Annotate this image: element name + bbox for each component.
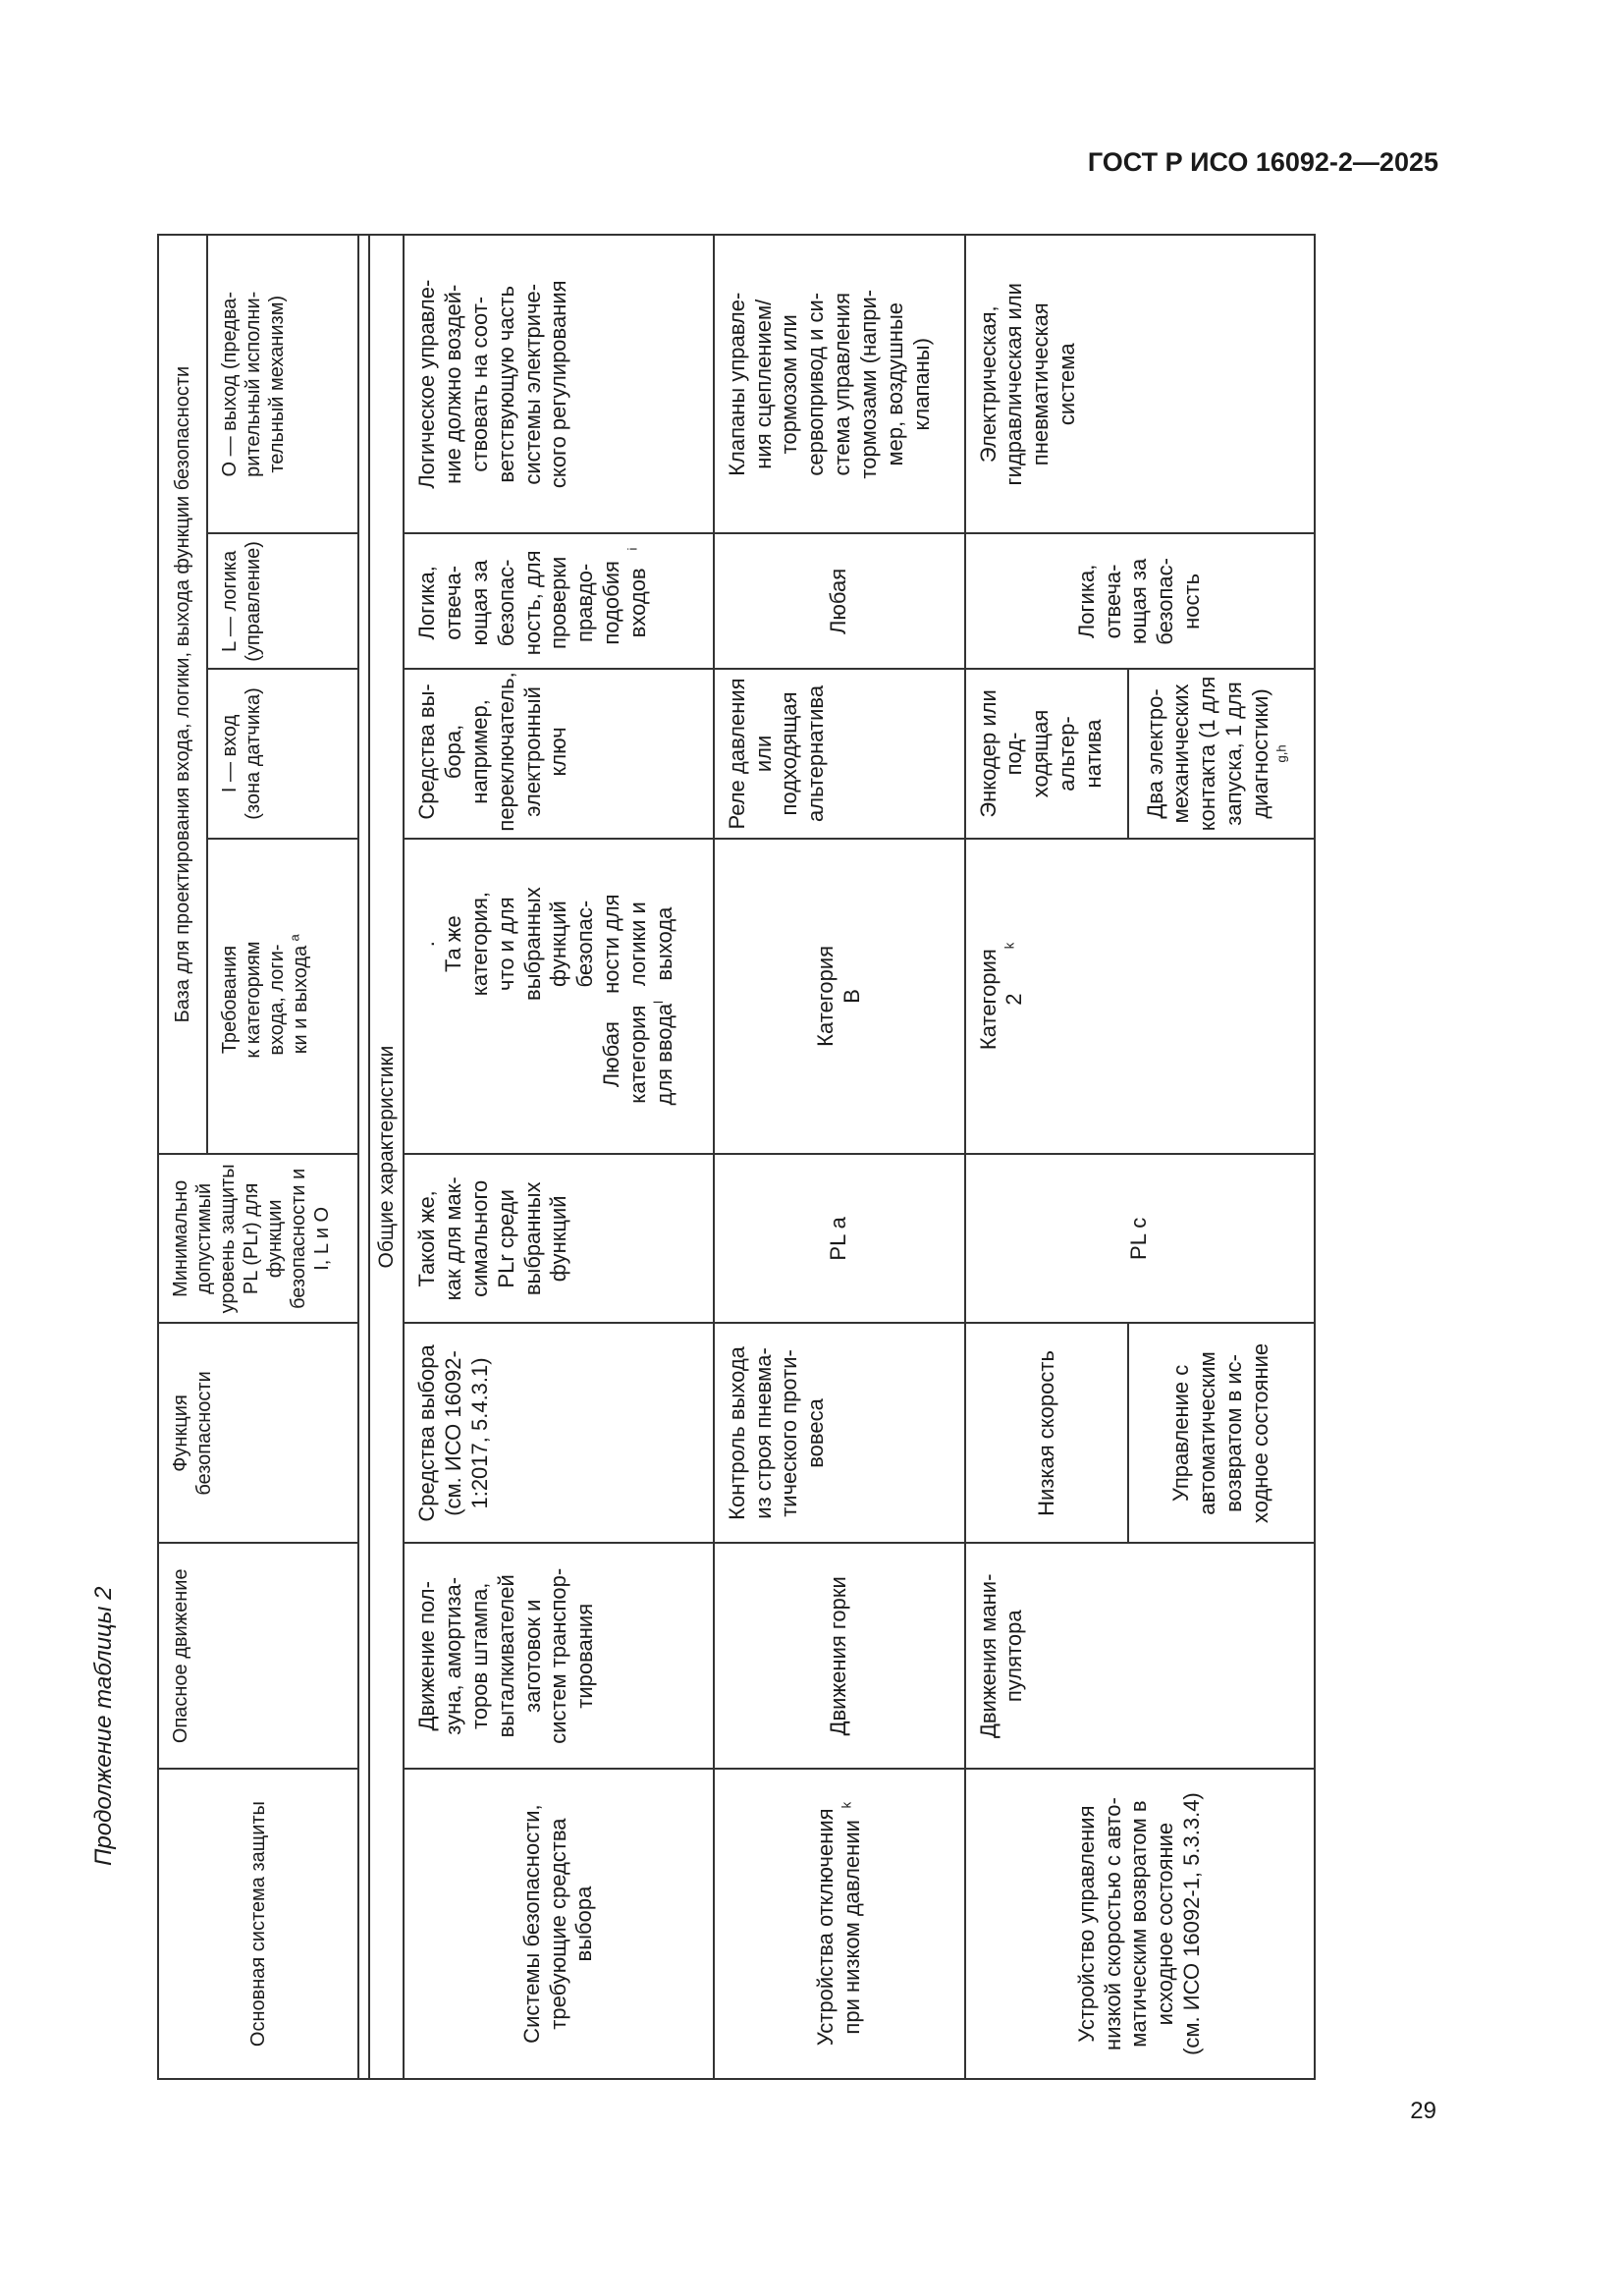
cell-movement: Движения горки: [714, 1543, 965, 1769]
col-header-system: Основная система защиты: [158, 1769, 358, 2079]
col-header-logic: L — логика (управление): [207, 533, 359, 669]
table-row: [714, 235, 965, 2079]
safety-functions-table: [157, 234, 1316, 2080]
header-row-1: [158, 235, 207, 2079]
rotated-table-container: [157, 234, 1316, 2080]
spacer-cell: [358, 235, 369, 2079]
cell-movement: Движение пол- зуна, амортиза- торов штампа, выталкивателей заготовок и систем транспор- тирования: [404, 1543, 713, 1769]
cell-input: Реле давления или подходящая альтернатива: [714, 669, 965, 838]
cell-function: Средства выбора (см. ИСО 16092- 1:2017, 5.4.3.1): [404, 1323, 713, 1543]
col-header-movement: Опасное движение: [158, 1543, 358, 1769]
cell-output: Электрическая, гидравлическая или пневматическая система: [965, 235, 1315, 533]
cell-function-low-speed: Низкая скорость: [965, 1323, 1129, 1543]
cell-system: Устройства отключения при низком давлении$^k$: [714, 1769, 965, 2079]
cell-pl: PL c: [965, 1154, 1315, 1323]
cell-output: Клапаны управле- ния сцеплением/ тормозом или сервопривод и си- стема управления тормозами (напри- мер, воздушные клапаны): [714, 235, 965, 533]
cell-input-contacts: Два электро- механических контакта (1 для запуска, 1 для диагностики) $^{g,h}$: [1128, 669, 1315, 838]
cell-function: Контроль выхода из строя пневма- тического проти- вовеса: [714, 1323, 965, 1543]
table-caption: Продолжение таблицы 2: [90, 1586, 117, 1866]
cell-logic: Логика, отвеча- ющая за безопас- ность, для проверки правдо- подобия входов$^i$: [404, 533, 713, 669]
cell-output: Логическое управле- ние должно воздей- ствовать на соот- ветствующую часть системы электриче- ского регулирования: [404, 235, 713, 533]
cell-system: Системы безопасности, требующие средства выбора: [404, 1769, 713, 2079]
general-characteristics-row: [369, 235, 404, 2079]
general-characteristics-cell: Общие характеристики: [369, 235, 404, 2079]
cell-categories: Любая категория для ввода$^l$. Та же категория, что и для выбранных функций безопас- ности для логики и выхода: [404, 839, 713, 1155]
col-header-basis: База для проектирования входа, логики, выхода функции безопасности: [158, 235, 207, 1154]
cell-categories: Категория 2$^k$: [965, 839, 1315, 1155]
col-header-input: I — вход (зона датчика): [207, 669, 359, 838]
cell-pl: PL a: [714, 1154, 965, 1323]
cell-logic: Любая: [714, 533, 965, 669]
cell-movement: Движения мани- пулятора: [965, 1543, 1315, 1769]
col-header-pl: Минимально допустимый уровень защиты PL (PLr) для функции безопасности и I, L и O: [158, 1154, 358, 1323]
cell-logic: Логика, отвеча- ющая за безопас- ность: [965, 533, 1315, 669]
document-header: ГОСТ Р ИСО 16092-2—2025: [1087, 147, 1438, 177]
cell-categories: Категория B: [714, 839, 965, 1155]
col-header-function: Функция безопасности: [158, 1323, 358, 1543]
cell-input: Средства вы- бора, например, переключатель, электронный ключ: [404, 669, 713, 838]
table-holder: [157, 234, 1316, 2080]
table-row: [965, 235, 1129, 2079]
spacer-row: [358, 235, 369, 2079]
col-header-categories: Требования к категориям входа, логи- ки и выхода$^a$: [207, 839, 359, 1155]
cell-pl: Такой же, как для мак- симального PLr среди выбранных функций: [404, 1154, 713, 1323]
col-header-output: О — выход (предва- рительный исполни- тельный механизм): [207, 235, 359, 533]
page-number: 29: [1410, 2098, 1436, 2124]
cell-system: Устройство управления низкой скоростью с авто- матическим возвратом в исходное состояние (см. ИСО 16092-1, 5.3.3.4): [965, 1769, 1315, 2079]
cell-input-encoder: Энкодер или под- ходящая альтер- натива: [965, 669, 1129, 838]
table-row: [404, 235, 713, 2079]
cell-function-auto-return: Управление с автоматическим возвратом в ис- ходное состояние: [1128, 1323, 1315, 1543]
